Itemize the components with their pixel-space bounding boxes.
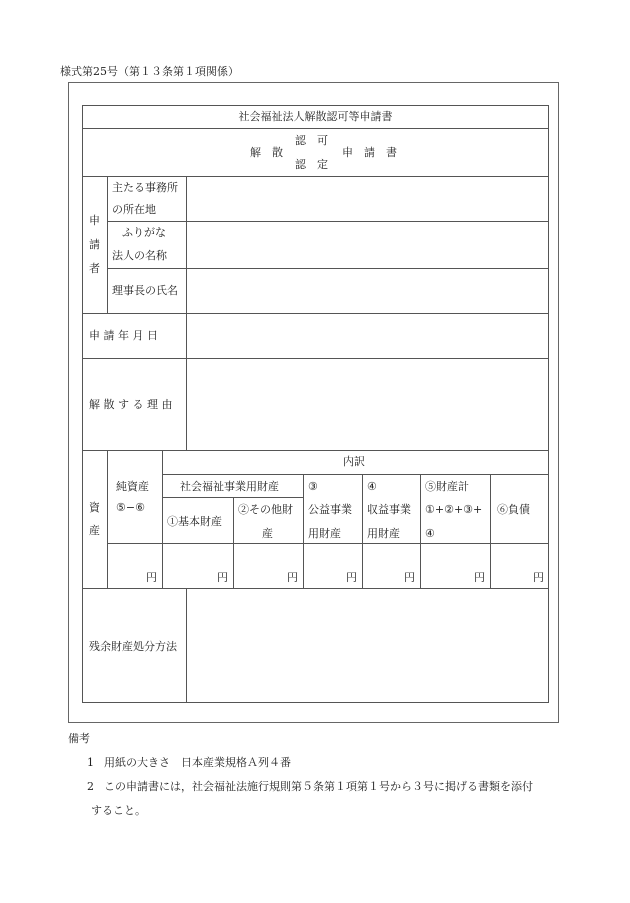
residual-disposal-label: 残余財産処分方法 [89,640,177,653]
form-title: 社会福祉法人解散認可等申請書 [238,110,393,123]
profit-property-number: ④ [367,480,377,493]
office-label: 主たる事務所 [112,181,178,194]
note-1-text: 用紙の大きさ 日本産業規格Ａ列４番 [104,756,291,769]
breakdown-label: 内訳 [343,455,365,468]
furigana-label: ふりがな [122,226,166,239]
yen-other-property: 円 [287,571,298,584]
subtitle-dissolution: 解 散 [250,146,283,159]
property-total-label: ⑤財産計 [425,480,469,493]
dissolution-reason-label: 解 散 す る 理 由 [89,398,173,411]
profit-property-label: 収益事業 [367,503,411,516]
subtitle-approval: 認 可 [295,134,328,147]
profit-property-label-2: 用財産 [367,527,400,540]
applicant-label-2: 請 [89,238,100,251]
liabilities-label: ⑥負債 [497,503,530,516]
form-number: 様式第25号（第１３条第１項関係） [60,65,239,78]
other-property-label: ②その他財 [238,503,293,516]
net-assets-formula: ⑤−⑥ [116,501,145,514]
applicant-label-3: 者 [89,262,100,275]
application-date-label: 申 請 年 月 日 [89,329,158,342]
applicant-label-1: 申 [89,214,100,227]
yen-public-property: 円 [346,571,357,584]
other-property-label-2: 産 [262,527,273,540]
assets-label-2: 産 [89,524,100,537]
yen-liabilities: 円 [533,571,544,584]
yen-net-assets: 円 [146,571,157,584]
net-assets-label: 純資産 [116,480,149,493]
director-name-label: 理事長の氏名 [112,284,178,297]
public-property-number: ③ [308,480,318,493]
assets-label-1: 資 [89,501,100,514]
property-total-formula-2: ④ [425,527,435,540]
corporation-name-label: 法人の名称 [112,249,167,262]
public-property-label: 公益事業 [308,503,352,516]
yen-profit-property: 円 [404,571,415,584]
property-total-formula: ①+②+③+ [425,503,483,516]
office-label-2: の所在地 [112,203,156,216]
note-2-number: 2 [87,780,94,793]
subtitle-application: 申 請 書 [342,146,397,159]
yen-basic-property: 円 [217,571,228,584]
welfare-property-label: 社会福祉事業用財産 [180,480,279,493]
note-2-text: この申請書には，社会福祉法施行規則第５条第１項第１号から３号に掲げる書類を添付 [104,780,533,793]
notes-heading: 備考 [68,732,90,745]
basic-property-label: ①基本財産 [167,515,222,528]
note-2-continuation: すること。 [91,804,146,817]
subtitle-certification: 認 定 [295,158,328,171]
note-1-number: 1 [87,756,94,769]
public-property-label-2: 用財産 [308,527,341,540]
yen-property-total: 円 [474,571,485,584]
